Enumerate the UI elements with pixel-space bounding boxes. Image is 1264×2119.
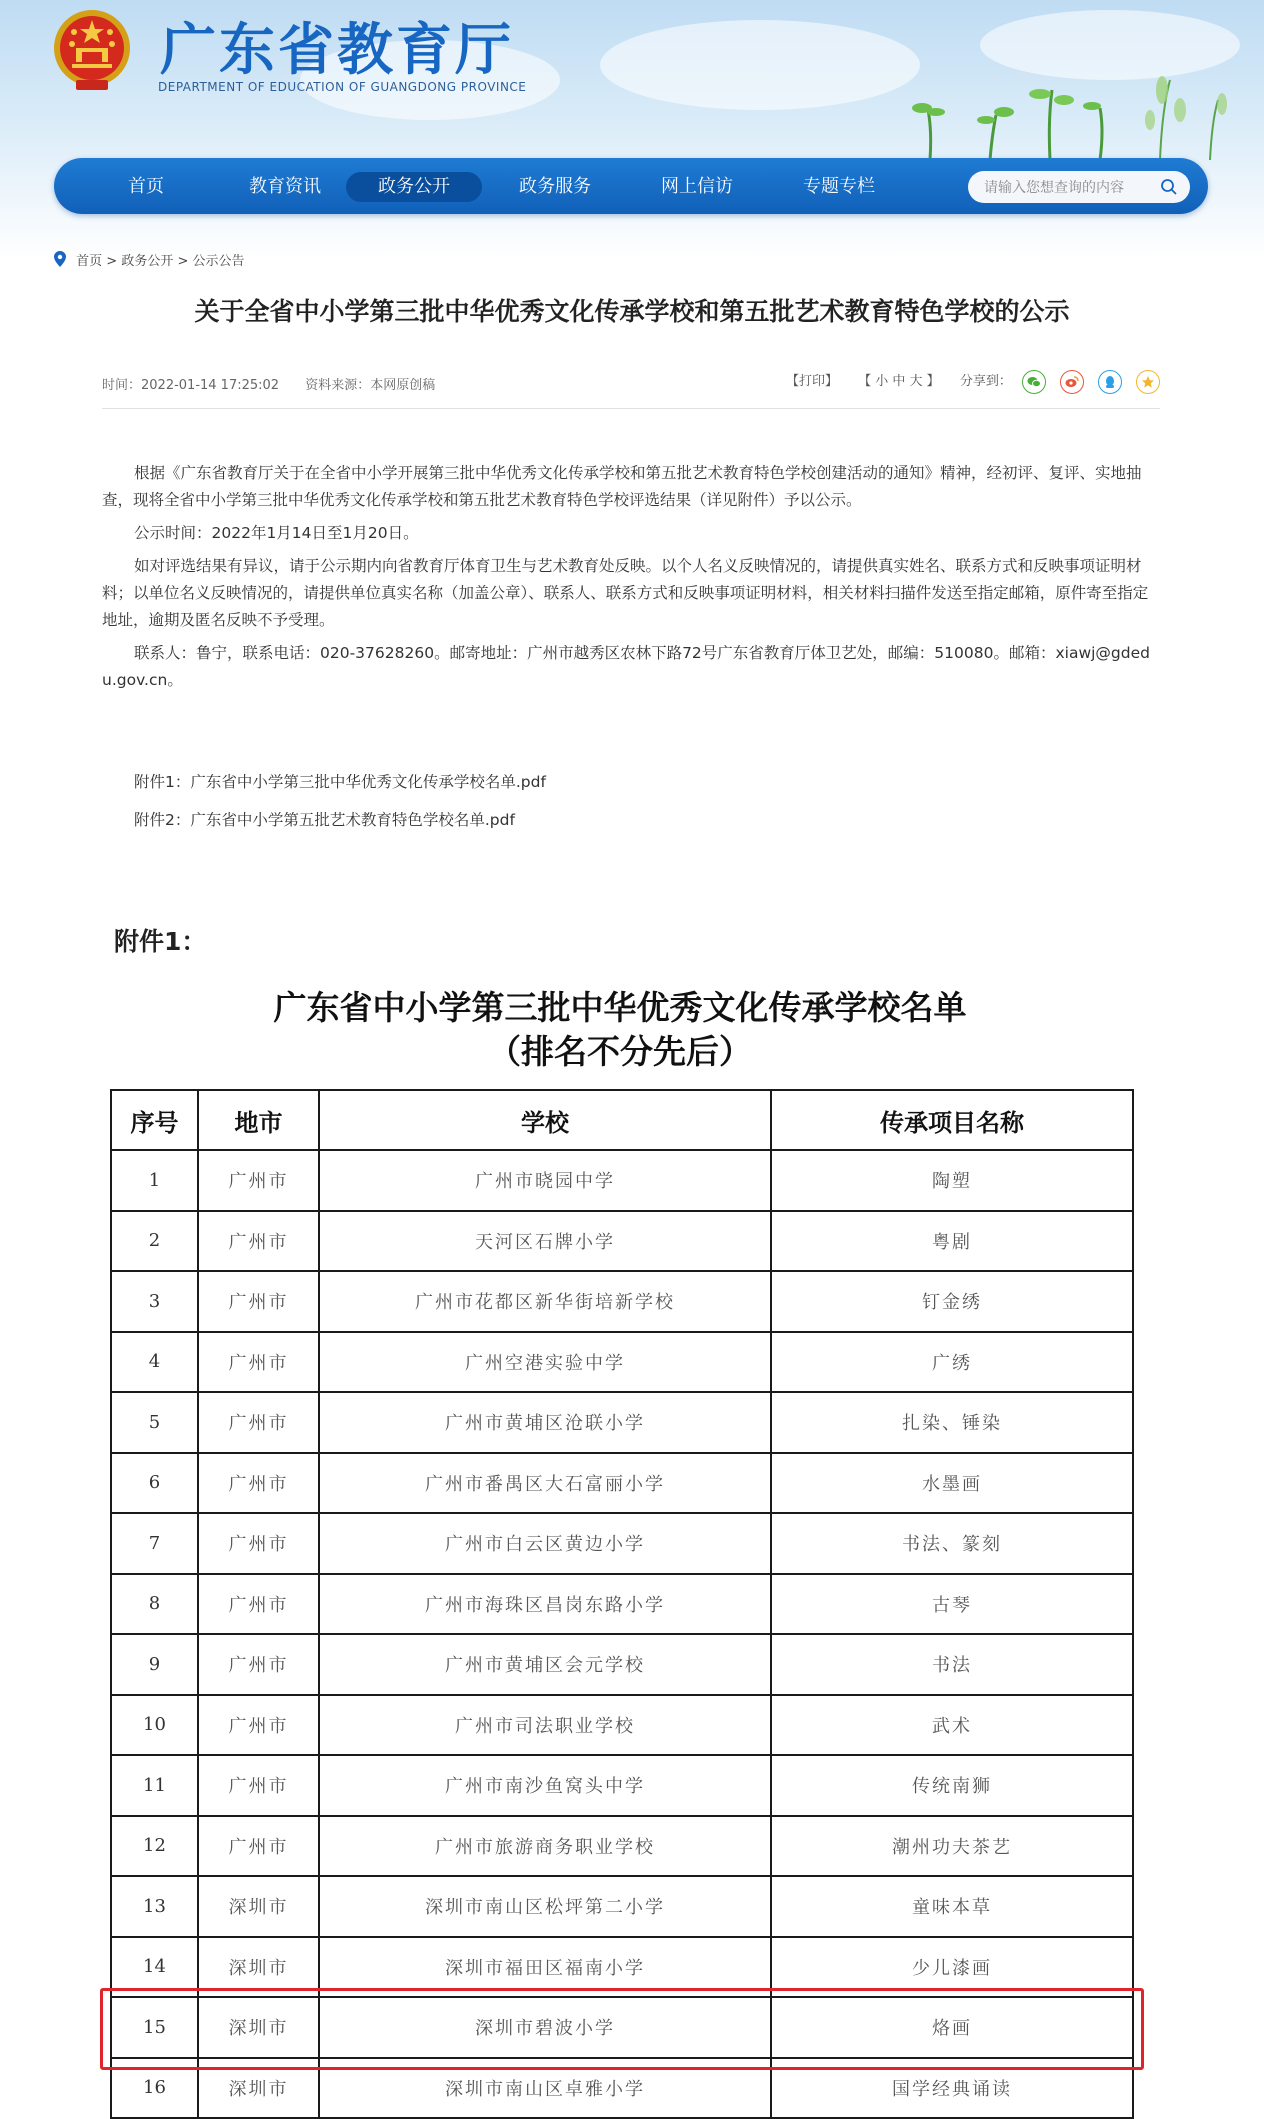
location-pin-icon bbox=[54, 251, 66, 267]
cell-project: 烙画 bbox=[771, 1997, 1133, 2058]
cell-school: 广州市白云区黄边小学 bbox=[319, 1513, 771, 1574]
document-title-line1: 广东省中小学第三批中华优秀文化传承学校名单 bbox=[273, 988, 967, 1027]
table-row bbox=[111, 1634, 1133, 1695]
cell-project: 水墨画 bbox=[771, 1453, 1133, 1514]
breadcrumb-separator: > bbox=[177, 254, 189, 269]
cell-project: 粤剧 bbox=[771, 1211, 1133, 1272]
cell-project: 童味本草 bbox=[771, 1876, 1133, 1937]
column-header-city: 地市 bbox=[198, 1090, 319, 1150]
national-emblem-icon[interactable] bbox=[52, 8, 132, 92]
cell-school: 广州市司法职业学校 bbox=[319, 1695, 771, 1756]
cell-city: 广州市 bbox=[198, 1332, 319, 1393]
document-label: 附件1： bbox=[114, 927, 207, 956]
cell-project: 书法 bbox=[771, 1634, 1133, 1695]
cell-index: 9 bbox=[111, 1634, 198, 1695]
cell-index: 2 bbox=[111, 1211, 198, 1272]
cell-school: 广州市旅游商务职业学校 bbox=[319, 1816, 771, 1877]
share-label: 分享到： bbox=[959, 374, 1012, 389]
column-header-project: 传承项目名称 bbox=[771, 1090, 1133, 1150]
cell-school: 广州市海珠区昌岗东路小学 bbox=[319, 1574, 771, 1635]
highlight-box bbox=[100, 1988, 1144, 2070]
search-input[interactable] bbox=[982, 171, 1156, 205]
cell-city: 深圳市 bbox=[198, 1937, 319, 1998]
cell-city: 深圳市 bbox=[198, 1876, 319, 1937]
table-row bbox=[111, 1271, 1133, 1332]
cell-index: 14 bbox=[111, 1937, 198, 1998]
article-body bbox=[102, 460, 1160, 700]
cell-school: 广州市黄埔区沧联小学 bbox=[319, 1392, 771, 1453]
table-row bbox=[111, 1574, 1133, 1635]
print-button[interactable]: 【打印】 bbox=[786, 374, 839, 389]
cell-school: 深圳市福田区福南小学 bbox=[319, 1937, 771, 1998]
attachment-link-1[interactable]: 附件1：广东省中小学第三批中华优秀文化传承学校名单.pdf bbox=[134, 773, 546, 791]
cell-index: 8 bbox=[111, 1574, 198, 1635]
decor-cloud bbox=[600, 20, 920, 110]
cell-project: 传统南狮 bbox=[771, 1755, 1133, 1816]
cell-school: 天河区石牌小学 bbox=[319, 1211, 771, 1272]
breadcrumb-home[interactable]: 首页 bbox=[76, 254, 103, 269]
nav-item-services[interactable]: 政务服务 bbox=[519, 176, 591, 197]
cell-city: 深圳市 bbox=[198, 2058, 319, 2119]
document-title bbox=[0, 986, 1240, 1074]
cell-index: 12 bbox=[111, 1816, 198, 1877]
article-meta bbox=[102, 374, 457, 393]
table-row bbox=[111, 1695, 1133, 1756]
cell-project: 钉金绣 bbox=[771, 1271, 1133, 1332]
breadcrumb bbox=[54, 250, 245, 269]
cell-city: 广州市 bbox=[198, 1271, 319, 1332]
cell-project: 武术 bbox=[771, 1695, 1133, 1756]
nav-item-petition[interactable]: 网上信访 bbox=[661, 176, 733, 197]
article-tools bbox=[786, 370, 1170, 394]
cell-school: 深圳市碧波小学 bbox=[319, 1997, 771, 2058]
publish-time: 时间：2022-01-14 17:25:02 bbox=[102, 378, 280, 393]
font-size-switcher[interactable]: 【 小 中 大 】 bbox=[858, 374, 940, 389]
nav-item-news[interactable]: 教育资讯 bbox=[249, 176, 321, 197]
nav-item-topics[interactable]: 专题专栏 bbox=[803, 176, 875, 197]
search-icon[interactable] bbox=[1160, 178, 1178, 196]
column-header-index: 序号 bbox=[111, 1090, 198, 1150]
breadcrumb-separator: > bbox=[106, 254, 118, 269]
cell-project: 扎染、锤染 bbox=[771, 1392, 1133, 1453]
cell-school: 广州空港实验中学 bbox=[319, 1332, 771, 1393]
cell-school: 深圳市南山区卓雅小学 bbox=[319, 2058, 771, 2119]
table-row bbox=[111, 1211, 1133, 1272]
cell-index: 5 bbox=[111, 1392, 198, 1453]
cell-city: 广州市 bbox=[198, 1392, 319, 1453]
breadcrumb-public-affairs[interactable]: 政务公开 bbox=[121, 254, 174, 269]
cell-city: 深圳市 bbox=[198, 1997, 319, 2058]
article-source: 资料来源：本网原创稿 bbox=[305, 378, 436, 393]
table-row bbox=[111, 1755, 1133, 1816]
cell-project: 国学经典诵读 bbox=[771, 2058, 1133, 2119]
body-paragraph: 公示时间：2022年1月14日至1月20日。 bbox=[134, 524, 419, 542]
search-box bbox=[968, 171, 1190, 203]
cell-school: 深圳市南山区松坪第二小学 bbox=[319, 1876, 771, 1937]
article-title: 关于全省中小学第三批中华优秀文化传承学校和第五批艺术教育特色学校的公示 bbox=[194, 297, 1070, 326]
attachment-link-2[interactable]: 附件2：广东省中小学第五批艺术教育特色学校名单.pdf bbox=[134, 811, 515, 829]
table-row bbox=[111, 1876, 1133, 1937]
main-navbar bbox=[54, 158, 1208, 214]
body-paragraph: 根据《广东省教育厅关于在全省中小学开展第三批中华优秀文化传承学校和第五批艺术教育特色学校创建活动的通知》精神，经初评、复评、实地抽查，现将全省中小学第三批中华优秀文化传承学校和第五批艺术教育特色学校评选结果（详见附件）予以公示。 bbox=[102, 464, 1142, 509]
table-row bbox=[111, 1453, 1133, 1514]
cell-index: 16 bbox=[111, 2058, 198, 2119]
cell-city: 广州市 bbox=[198, 1695, 319, 1756]
cell-school: 广州市花都区新华街培新学校 bbox=[319, 1271, 771, 1332]
cell-city: 广州市 bbox=[198, 1453, 319, 1514]
cell-city: 广州市 bbox=[198, 1755, 319, 1816]
site-subtitle: DEPARTMENT OF EDUCATION OF GUANGDONG PROVINCE bbox=[158, 80, 527, 94]
decor-plants-icon bbox=[900, 60, 1260, 160]
cell-project: 广绣 bbox=[771, 1332, 1133, 1393]
cell-index: 6 bbox=[111, 1453, 198, 1514]
cell-index: 13 bbox=[111, 1876, 198, 1937]
cell-project: 潮州功夫茶艺 bbox=[771, 1816, 1133, 1877]
cell-school: 广州市南沙鱼窝头中学 bbox=[319, 1755, 771, 1816]
cell-city: 广州市 bbox=[198, 1150, 319, 1211]
site-title[interactable]: 广东省教育厅 bbox=[160, 18, 514, 83]
cell-project: 陶塑 bbox=[771, 1150, 1133, 1211]
cell-project: 书法、篆刻 bbox=[771, 1513, 1133, 1574]
wechat-icon[interactable] bbox=[1022, 370, 1046, 394]
breadcrumb-announcements[interactable]: 公示公告 bbox=[192, 254, 245, 269]
body-paragraph: 如对评选结果有异议，请于公示期内向省教育厅体育卫生与艺术教育处反映。以个人名义反映情况的，请提供真实姓名、联系方式和反映事项证明材料；以单位名义反映情况的，请提供单位真实名称（加盖公章）、联系人、联系方式和反映事项证明材料，相关材料扫描件发送至指定邮箱，原件寄至指定地址，逾期及匿名反映不予受理。 bbox=[102, 557, 1149, 629]
table-header-row bbox=[111, 1090, 1133, 1150]
site-header bbox=[0, 0, 1264, 260]
table-body bbox=[111, 1150, 1133, 2118]
cell-project: 古琴 bbox=[771, 1574, 1133, 1635]
document-title-line2: （排名不分先后） bbox=[488, 1032, 752, 1071]
meta-divider bbox=[102, 408, 1160, 409]
weibo-icon[interactable] bbox=[1060, 370, 1084, 394]
cell-school: 广州市黄埔区会元学校 bbox=[319, 1634, 771, 1695]
cell-city: 广州市 bbox=[198, 1816, 319, 1877]
table-row bbox=[111, 1392, 1133, 1453]
cell-index: 10 bbox=[111, 1695, 198, 1756]
nav-item-home[interactable]: 首页 bbox=[128, 176, 164, 197]
table-row bbox=[111, 1332, 1133, 1393]
cell-index: 7 bbox=[111, 1513, 198, 1574]
cell-city: 广州市 bbox=[198, 1211, 319, 1272]
cell-school: 广州市晓园中学 bbox=[319, 1150, 771, 1211]
cell-school: 广州市番禺区大石富丽小学 bbox=[319, 1453, 771, 1514]
cell-city: 广州市 bbox=[198, 1634, 319, 1695]
nav-item-public-affairs[interactable]: 政务公开 bbox=[346, 172, 482, 202]
cell-index: 11 bbox=[111, 1755, 198, 1816]
school-list-table bbox=[110, 1089, 1134, 2119]
table-row bbox=[111, 1150, 1133, 1211]
cell-city: 广州市 bbox=[198, 1574, 319, 1635]
cell-city: 广州市 bbox=[198, 1513, 319, 1574]
body-paragraph: 联系人：鲁宁，联系电话：020-37628260。邮寄地址：广州市越秀区农林下路72号广东省教育厅体卫艺处，邮编：510080。邮箱：xiawj@gdedu.gov.cn。 bbox=[102, 644, 1150, 689]
column-header-school: 学校 bbox=[319, 1090, 771, 1150]
qq-icon[interactable] bbox=[1098, 370, 1122, 394]
cell-index: 3 bbox=[111, 1271, 198, 1332]
table-row bbox=[111, 1816, 1133, 1877]
cell-index: 15 bbox=[111, 1997, 198, 2058]
qzone-icon[interactable] bbox=[1136, 370, 1160, 394]
cell-index: 4 bbox=[111, 1332, 198, 1393]
cell-index: 1 bbox=[111, 1150, 198, 1211]
table-row bbox=[111, 1513, 1133, 1574]
cell-project: 少儿漆画 bbox=[771, 1937, 1133, 1998]
